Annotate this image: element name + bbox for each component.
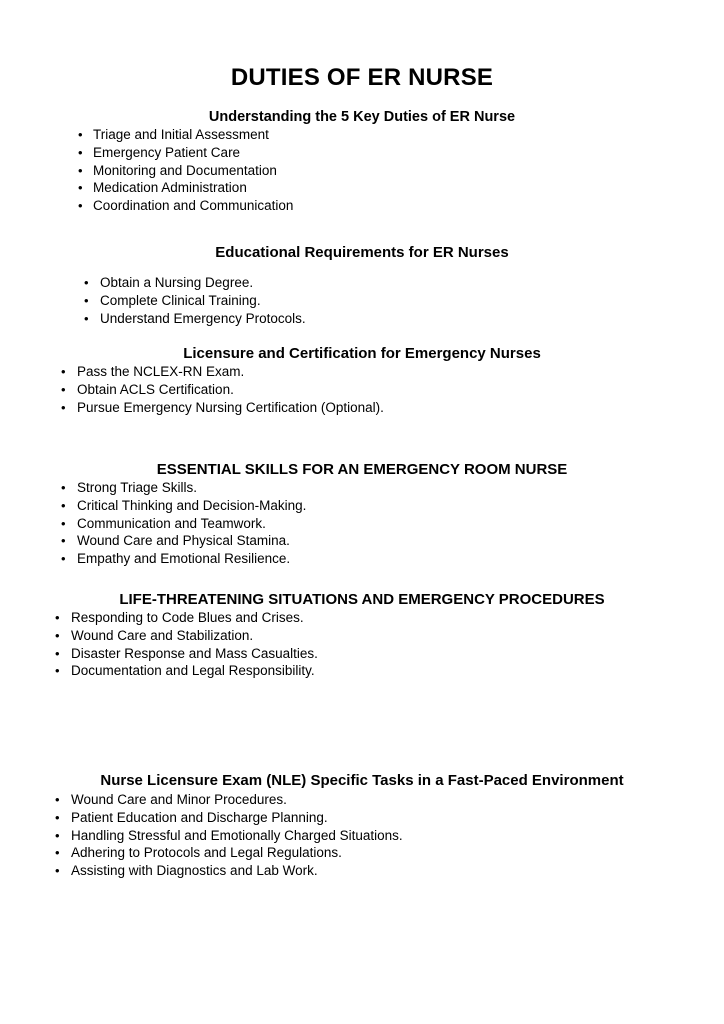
key-duties-list xyxy=(78,126,293,215)
list-item: • Understand Emergency Protocols. xyxy=(84,310,306,328)
list-item: • Responding to Code Blues and Crises. xyxy=(55,609,318,627)
list-item: • Wound Care and Minor Procedures. xyxy=(55,791,403,809)
section-heading-key-duties: Understanding the 5 Key Duties of ER Nurse xyxy=(208,109,516,125)
life-threatening-situations-list xyxy=(55,609,318,680)
section-heading-life-threatening-situations: LIFE-THREATENING SITUATIONS AND EMERGENCY PROCEDURES xyxy=(119,591,605,608)
list-item: • Critical Thinking and Decision-Making. xyxy=(61,497,306,515)
list-item: • Pass the NCLEX-RN Exam. xyxy=(61,363,384,381)
list-item: • Wound Care and Physical Stamina. xyxy=(61,532,306,550)
page-title: DUTIES OF ER NURSE xyxy=(230,64,494,91)
licensure-certification-list xyxy=(61,363,384,416)
list-item: • Obtain a Nursing Degree. xyxy=(84,274,306,292)
list-item: • Communication and Teamwork. xyxy=(61,515,306,533)
educational-requirements-list xyxy=(84,274,306,327)
list-item: • Documentation and Legal Responsibility. xyxy=(55,662,318,680)
list-item: • Emergency Patient Care xyxy=(78,144,293,162)
essential-skills-list xyxy=(61,479,306,568)
list-item: • Complete Clinical Training. xyxy=(84,292,306,310)
list-item: • Empathy and Emotional Resilience. xyxy=(61,550,306,568)
list-item: • Medication Administration xyxy=(78,179,293,197)
list-item: • Pursue Emergency Nursing Certification (Optional). xyxy=(61,399,384,417)
section-heading-licensure-certification: Licensure and Certification for Emergency Nurses xyxy=(183,345,541,362)
list-item: • Disaster Response and Mass Casualties. xyxy=(55,645,318,663)
list-item: • Wound Care and Stabilization. xyxy=(55,627,318,645)
list-item: • Adhering to Protocols and Legal Regulations. xyxy=(55,844,403,862)
list-item: • Triage and Initial Assessment xyxy=(78,126,293,144)
section-heading-nle-specific-tasks: Nurse Licensure Exam (NLE) Specific Tasks in a Fast-Paced Environment xyxy=(100,772,624,789)
section-heading-educational-requirements: Educational Requirements for ER Nurses xyxy=(215,244,509,261)
list-item: • Strong Triage Skills. xyxy=(61,479,306,497)
list-item: • Patient Education and Discharge Planning. xyxy=(55,809,403,827)
list-item: • Coordination and Communication xyxy=(78,197,293,215)
list-item: • Assisting with Diagnostics and Lab Work. xyxy=(55,862,403,880)
section-heading-essential-skills: ESSENTIAL SKILLS FOR AN EMERGENCY ROOM NURSE xyxy=(156,461,568,478)
list-item: • Handling Stressful and Emotionally Charged Situations. xyxy=(55,827,403,845)
list-item: • Monitoring and Documentation xyxy=(78,162,293,180)
list-item: • Obtain ACLS Certification. xyxy=(61,381,384,399)
nle-specific-tasks-list xyxy=(55,791,403,880)
